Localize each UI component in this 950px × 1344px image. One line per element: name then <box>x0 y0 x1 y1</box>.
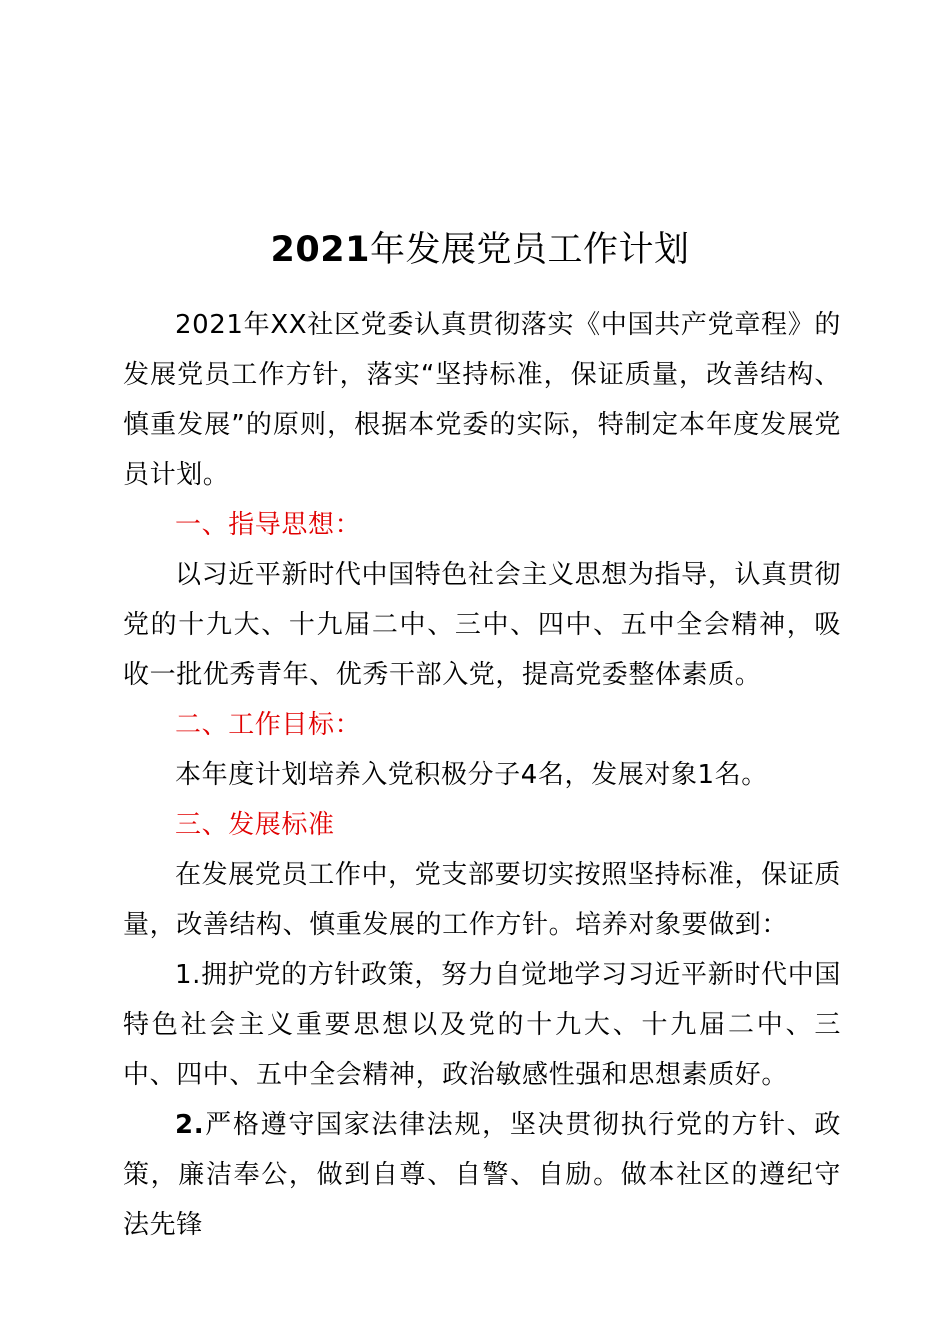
section-paragraph-guiding-ideology: 以习近平新时代中国特色社会主义思想为指导，认真贯彻党的十九大、十九届二中、三中、四中、五中全会精神，吸收一批优秀青年、优秀干部入党，提高党委整体素质。 <box>123 560 841 690</box>
section-heading-guiding-ideology: 一、指导思想： <box>175 510 362 540</box>
intro-paragraph: 2021年XX社区党委认真贯彻落实《中国共产党章程》的发展党员工作方针，落实“坚持标准，保证质量，改善结构、慎重发展”的原则，根据本党委的实际，特制定本年度发展党员计划。 <box>123 310 841 490</box>
document-title <box>0 226 950 274</box>
list-item-2 <box>123 1100 841 1250</box>
document-body <box>123 300 841 1250</box>
title-year: 2021 <box>270 230 370 270</box>
section-paragraph-standards: 在发展党员工作中，党支部要切实按照坚持标准，保证质量，改善结构、慎重发展的工作方针。培养对象要做到： <box>123 860 841 940</box>
section-paragraph-work-goals: 本年度计划培养入党积极分子4名，发展对象1名。 <box>175 760 768 790</box>
section-heading-standards: 三、发展标准 <box>175 810 335 840</box>
list-item-2-number: 2. <box>175 1110 205 1140</box>
list-item-2-text: 严格遵守国家法律法规，坚决贯彻执行党的方针、政策，廉洁奉公，做到自尊、自警、自励。做本社区的遵纪守法先锋 <box>123 1110 841 1240</box>
section-heading-work-goals: 二、工作目标： <box>175 710 362 740</box>
list-item-1: 1.拥护党的方针政策，努力自觉地学习习近平新时代中国特色社会主义重要思想以及党的十九大、十九届二中、三中、四中、五中全会精神，政治敏感性强和思想素质好。 <box>123 960 841 1090</box>
title-text: 年发展党员工作计划 <box>369 230 690 270</box>
